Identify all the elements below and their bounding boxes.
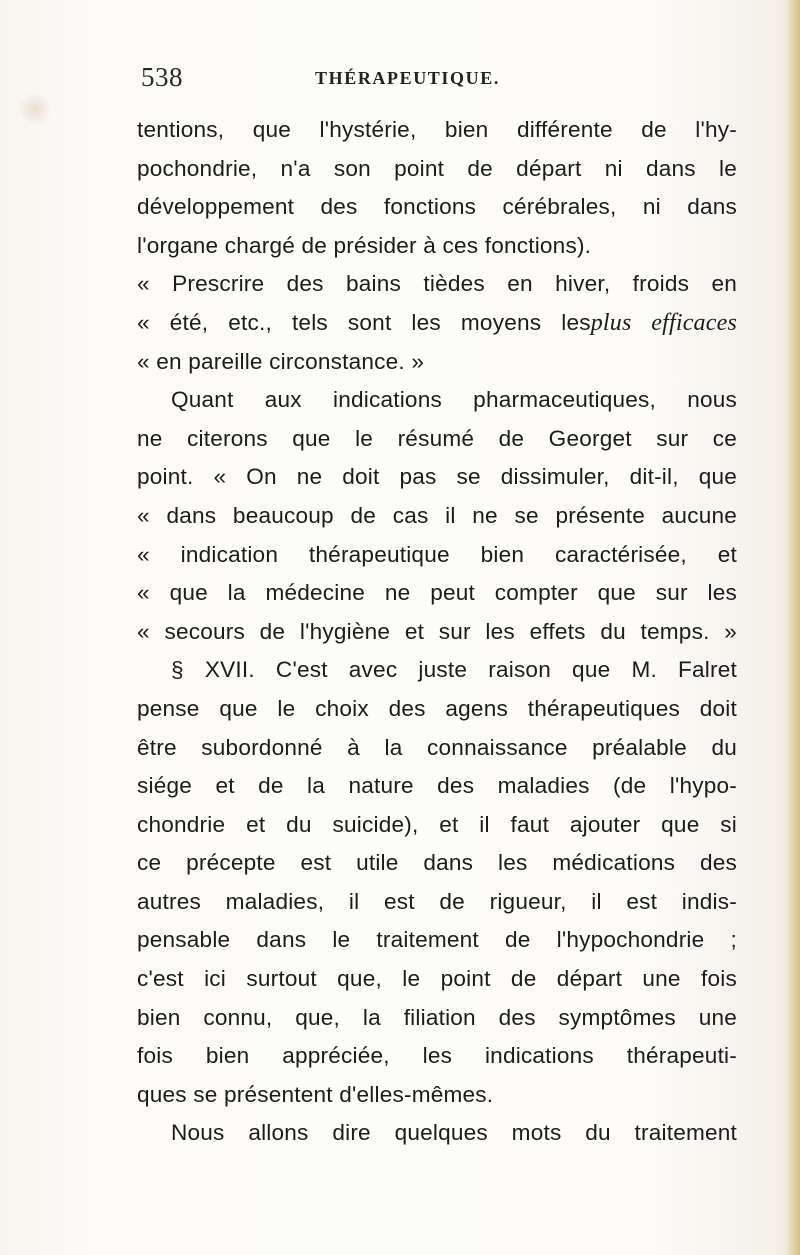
page-number: 538 [141,62,183,92]
text-line: pense que le choix des agens thérapeutiques doit [137,695,737,721]
text-line: ques se présentent d'elles-mêmes. [137,1081,494,1107]
text-line: « Prescrire des bains tièdes en hiver, froids en [137,271,737,297]
text-line: chondrie et du suicide), et il faut ajouter que si [137,811,737,837]
text-line: tentions, que l'hystérie, bien différente de l'hy- [137,117,737,142]
running-head: THÉRAPEUTIQUE. [315,68,500,88]
text-line: fois bien appréciée, les indications thérapeuti- [137,1043,737,1069]
text-line: point. « On ne doit pas se dissimuler, dit-il, que [137,464,737,490]
paper-stain [18,92,52,126]
page-edge-shadow [786,0,800,1255]
text-span: « été, etc., tels sont les moyens les [137,309,591,335]
text-line: siége et de la nature des maladies (de l'hypo- [137,773,737,799]
text-line: « secours de l'hygiène et sur les effets du temps. » [137,618,737,644]
text-line: ne citerons que le résumé de Georget sur ce [137,425,737,451]
text-line: c'est ici surtout que, le point de départ une fois [137,966,737,992]
page-header [141,60,741,100]
section-heading-line: § XVII. C'est avec juste raison que M. Falret [171,657,737,683]
text-line [137,304,737,343]
text-line: Quant aux indications pharmaceutiques, nous [171,387,737,413]
text-line: pochondrie, n'a son point de départ ni dans le [137,155,737,181]
text-line: bien connu, que, la filiation des symptômes une [137,1004,737,1030]
body-text [137,111,737,1153]
text-line: « indication thérapeutique bien caractérisée, et [137,541,737,567]
text-line: développement des fonctions cérébrales, ni dans [137,194,737,220]
text-line: « en pareille circonstance. » [137,348,425,374]
italic-text: plus efficaces [590,309,738,336]
text-line: l'organe chargé de présider à ces fonctions). [137,232,592,258]
text-line: Nous allons dire quelques mots du traitement [171,1120,737,1146]
text-line: pensable dans le traitement de l'hypochondrie ; [137,927,737,953]
text-line: « que la médecine ne peut compter que sur les [137,580,737,606]
text-line: être subordonné à la connaissance préalable du [137,734,737,760]
text-line: ce précepte est utile dans les médications des [137,850,737,876]
text-line: autres maladies, il est de rigueur, il est indis- [137,888,737,914]
text-line: « dans beaucoup de cas il ne se présente aucune [137,502,737,528]
